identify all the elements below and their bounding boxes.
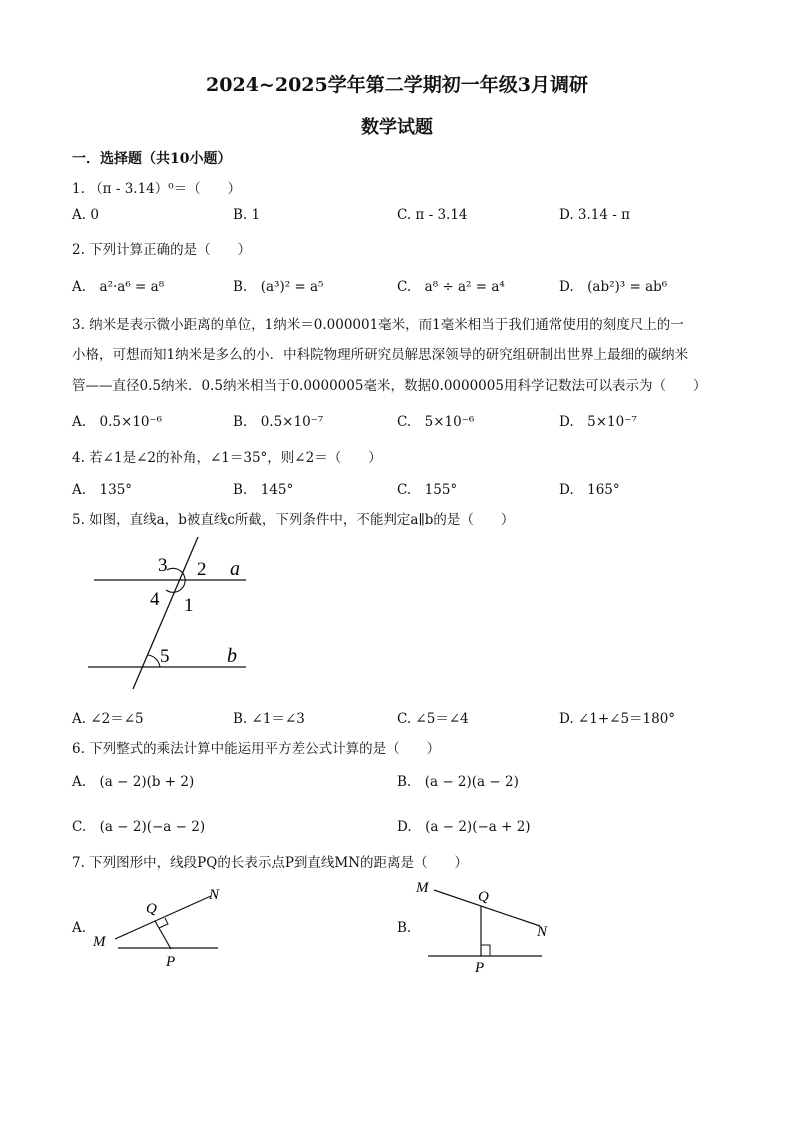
point-label-n: N [537,924,548,940]
question-6-option-d: D. (a − 2)(−a + 2) [397,819,531,835]
angle-label-5: 5 [160,646,170,667]
question-5-option-c: C. ∠5＝∠4 [397,711,469,727]
angle-label-4: 4 [150,589,160,610]
angle-label-2: 2 [197,559,207,580]
segment-pq [155,921,171,949]
question-4-option-a: A. 135° [72,482,133,498]
question-2-stem: 2. 下列计算正确的是（ ） [72,242,252,258]
question-5-option-a: A. ∠2＝∠5 [72,711,144,727]
question-2-option-a: A. a²·a⁶ = a⁸ [72,279,165,295]
right-angle-mark [481,945,490,956]
point-label-m: M [416,880,429,896]
question-2-option-c: C. a⁸ ÷ a² = a⁴ [397,279,505,295]
line-label-a: a [230,558,240,580]
question-3-option-b: B. 0.5×10⁻⁷ [233,414,324,430]
question-3-option-c: C. 5×10⁻⁶ [397,414,475,430]
question-4-option-d: D. 165° [559,482,620,498]
exam-subtitle: 数学试题 [361,117,433,138]
question-6-option-a: A. (a − 2)(b + 2) [72,774,195,790]
question-4-option-c: C. 155° [397,482,458,498]
point-label-m: M [93,934,106,950]
question-5-option-d: D. ∠1+∠5＝180° [559,711,676,727]
question-4-option-b: B. 145° [233,482,294,498]
point-label-p: P [166,954,176,970]
point-label-q: Q [478,889,489,905]
question-7-stem: 7. 下列图形中，线段PQ的长表示点P到直线MN的距离是（ ） [72,855,469,871]
question-3-option-d: D. 5×10⁻⁷ [559,414,637,430]
question-1-option-d: D. 3.14 - π [559,207,631,223]
question-3-line-3: 管——直径0.5纳米．0.5纳米相当于0.0000005毫米，数据0.0000005用科学记数法可以表示为（ ） [72,378,707,394]
question-5-stem: 5. 如图，直线a，b被直线c所截，下列条件中，不能判定a∥b的是（ ） [72,512,515,528]
angle-arc-5 [148,655,160,667]
question-7-option-a-label: A. [72,920,87,936]
question-4-stem: 4. 若∠1是∠2的补角，∠1＝35°，则∠2＝（ ） [72,450,382,466]
question-1-option-a: A. 0 [72,207,99,223]
figure-7a [88,882,228,972]
question-1-stem: 1. （π - 3.14）⁰＝（ ） [72,181,242,197]
question-2-option-b: B. (a³)² = a⁵ [233,279,324,295]
question-3-option-a: A. 0.5×10⁻⁶ [72,414,163,430]
figure-7b [412,872,562,982]
question-7-option-b-label: B. [397,920,412,936]
point-label-n: N [209,887,220,903]
question-6-option-b: B. (a − 2)(a − 2) [397,774,519,790]
point-label-q: Q [146,901,157,917]
question-1-option-b: B. 1 [233,207,261,223]
question-6-stem: 6. 下列整式的乘法计算中能运用平方差公式计算的是（ ） [72,741,441,757]
line-mn [115,896,211,939]
line-label-b: b [227,645,237,667]
question-2-option-d: D. (ab²)³ = ab⁶ [559,279,668,295]
section-heading: 一．选择题（共10小题） [72,151,232,167]
exam-title: 2024~2025学年第二学期初一年级3月调研 [206,74,588,96]
question-6-option-c: C. (a − 2)(−a − 2) [72,819,206,835]
question-3-line-2: 小格，可想而知1纳米是多么的小．中科院物理所研究员解思深领导的研究组研制出世界上最细的碳纳米 [72,347,689,363]
question-5-option-b: B. ∠1＝∠3 [233,711,305,727]
parallel-lines-figure [80,535,260,695]
question-3-line-1: 3. 纳米是表示微小距离的单位，1纳米＝0.000001毫米，而1毫米相当于我们通常使用的刻度尺上的一 [72,317,684,333]
right-angle-mark [159,918,168,928]
point-label-p: P [475,960,485,976]
angle-label-3: 3 [158,555,168,576]
angle-label-1: 1 [184,595,194,616]
question-1-option-c: C. π - 3.14 [397,207,468,223]
